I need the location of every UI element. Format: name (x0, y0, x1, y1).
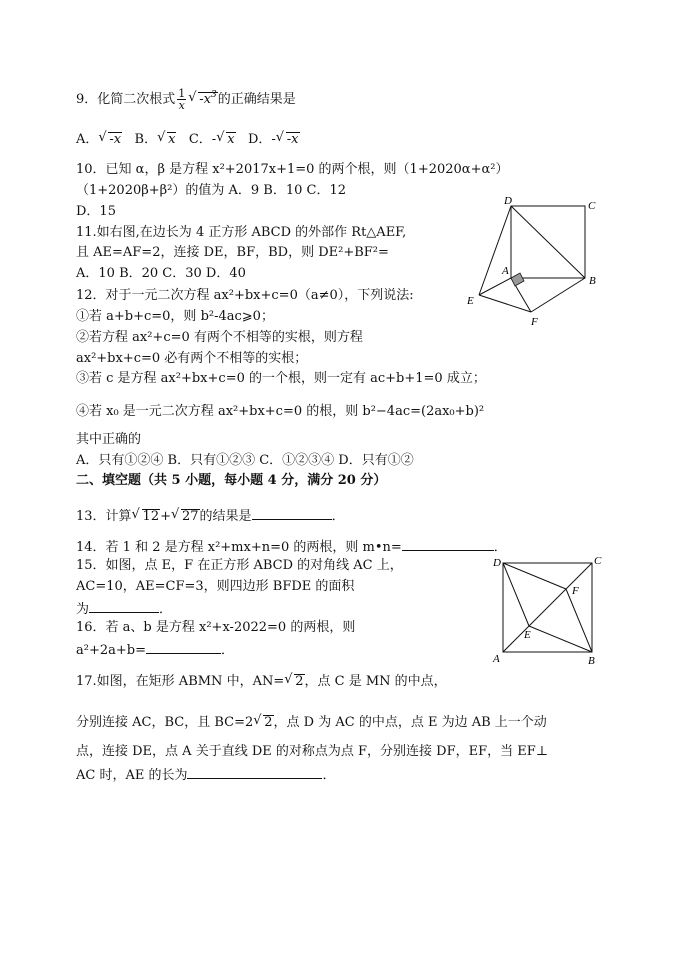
q17-line2-prefix: 分别连接 AC，BC，且 BC=2 (76, 715, 254, 730)
q11-line3: A．10 B．20 C．30 D．40 (76, 266, 246, 281)
q13-answer-blank[interactable] (252, 507, 332, 520)
fig2-label-e: E (524, 629, 531, 641)
q12-line6: ④若 x₀ 是一元二次方程 ax²+bx+c=0 的根，则 b²−4ac=(2ax₀+b)² (76, 404, 485, 419)
q17-answer-blank[interactable] (187, 766, 322, 779)
q14-answer-blank[interactable] (402, 538, 494, 551)
q10-line1: 10．已知 α，β 是方程 x²+2017x+1=0 的两个根，则（1+2020α+α²） (76, 162, 509, 177)
q17-line2-radicand: 2 (264, 715, 273, 730)
q15-line2: AC=10，AE=CF=3，则四边形 BFDE 的面积 (76, 579, 355, 594)
q16-end: ． (220, 643, 234, 658)
q9-radicand-exp: 3 (211, 90, 217, 100)
q9-frac-den: x (178, 99, 185, 112)
q9-option-c-label: C．- (188, 132, 217, 147)
section-2-heading: 二、填空题（共 5 小题，每小题 4 分，满分 20 分） (76, 473, 387, 488)
q16-line2-text: a²+2a+b= (76, 643, 146, 658)
q12-line2: ①若 a+b+c=0，则 b²-4ac⩾0； (76, 309, 274, 324)
q13-prefix: 13．计算 (76, 509, 132, 524)
fig2-label-b: B (588, 655, 595, 667)
q14-stem (76, 538, 507, 556)
q11-line2: 且 AE=AF=2，连接 DE，BF，BD，则 DE²+BF²= (76, 245, 389, 260)
q9-frac-num: 1 (178, 87, 186, 100)
q13-radicand-2: 27 (182, 509, 199, 524)
fig1-label-b: B (589, 275, 596, 287)
q17-radicand: 2 (295, 674, 304, 689)
q13-suffix: 的结果是 (199, 509, 252, 524)
q12-line5: ③若 c 是方程 ax²+bx+c=0 的一个根，则一定有 ac+b+1=0 成立； (76, 371, 486, 386)
q14-end: ． (493, 540, 507, 555)
q9-option-b-radicand: x (168, 132, 176, 147)
q17-line2-suffix: ，点 D 为 AC 的中点，点 E 为边 AB 上一个动 (273, 715, 547, 730)
q9-suffix: 的正确结果是 (217, 92, 296, 107)
fig1-segment-fb (531, 278, 585, 312)
fig1-diagonal-db (511, 206, 585, 278)
q12-line7: 其中正确的 (76, 432, 142, 447)
fig1-right-angle-mark (511, 273, 524, 286)
q9-radicand: -x (199, 92, 212, 107)
q10-line3: D．15 (76, 204, 116, 219)
q9-option-d-radicand: -x (286, 132, 299, 147)
q12-line4: ax²+bx+c=0 必有两个不相等的实根； (76, 351, 308, 366)
q15-line1: 15．如图，点 E，F 在正方形 ABCD 的对角线 AC 上， (76, 558, 403, 573)
q9-option-c-radicand: x (227, 132, 235, 147)
fig2-label-f: F (572, 585, 579, 597)
q9-option-a-label: A． (76, 132, 99, 147)
q17-suffix: ，点 C 是 MN 的中点， (304, 674, 447, 689)
q15-line3-text: 为 (76, 602, 90, 617)
fig2-label-d: D (493, 557, 501, 569)
q15-line3 (76, 600, 172, 618)
q11-figure (462, 192, 612, 332)
q17-prefix: 17.如图，在矩形 ABMN 中，AN= (76, 674, 285, 689)
fig1-label-f: F (531, 316, 538, 328)
q11-line1: 11.如右图,在边长为 4 正方形 ABCD 的外部作 Rt△AEF, (76, 225, 407, 240)
q16-line1: 16．若 a、b 是方程 x²+x-2022=0 的两根，则 (76, 620, 356, 635)
q17-line4 (76, 766, 336, 784)
q15-figure (488, 554, 608, 669)
q9-prefix: 9．化简二次根式 (76, 92, 176, 107)
q9-option-a-radicand: -x (109, 132, 122, 147)
q12-options: A．只有①②④ B．只有①②③ C．①②③④ D．只有①② (76, 453, 414, 468)
fig1-segment-ef (479, 295, 531, 312)
q16-answer-blank[interactable] (146, 641, 221, 654)
q9-options (76, 132, 300, 148)
fig2-diagonal-ac (503, 563, 592, 652)
q16-line2 (76, 641, 234, 659)
q13-radicand-1: 12 (142, 509, 160, 524)
fig1-label-d: D (504, 195, 512, 207)
q17-line4-text: AC 时，AE 的长为 (76, 768, 188, 783)
q13-stem (76, 507, 345, 525)
q17-line1 (76, 674, 447, 690)
q13-plus: + (160, 509, 171, 524)
q9-option-d-label: D．- (247, 132, 276, 147)
q15-end: ． (159, 602, 173, 617)
fig1-segment-de (479, 206, 511, 295)
q15-answer-blank[interactable] (89, 600, 159, 613)
fig2-label-a: A (493, 653, 500, 665)
q9-option-b-label: B． (134, 132, 158, 147)
q13-end: ． (331, 509, 345, 524)
fig1-label-e: E (467, 295, 474, 307)
q12-line1: 12．对于一元二次方程 ax²+bx+c=0（a≠0），下列说法: (76, 288, 414, 303)
q9-fraction (177, 88, 186, 111)
fig1-label-a: A (502, 265, 509, 277)
q17-end: ． (322, 768, 336, 783)
q14-text: 14．若 1 和 2 是方程 x²+mx+n=0 的两根，则 m•n= (76, 540, 402, 555)
q17-line3: 点，连接 DE，点 A 关于直线 DE 的对称点为点 F，分别连接 DF，EF，当 EF⊥ (76, 744, 548, 759)
fig2-label-c: C (594, 555, 602, 567)
q10-line2: （1+2020β+β²）的值为 A．9 B．10 C．12 (76, 183, 347, 198)
q9-stem (76, 88, 296, 111)
q12-line3: ②若方程 ax²+c=0 有两个不相等的实根，则方程 (76, 330, 363, 345)
fig1-label-c: C (588, 200, 596, 212)
q9-radical (190, 92, 217, 108)
q17-line2 (76, 715, 547, 731)
